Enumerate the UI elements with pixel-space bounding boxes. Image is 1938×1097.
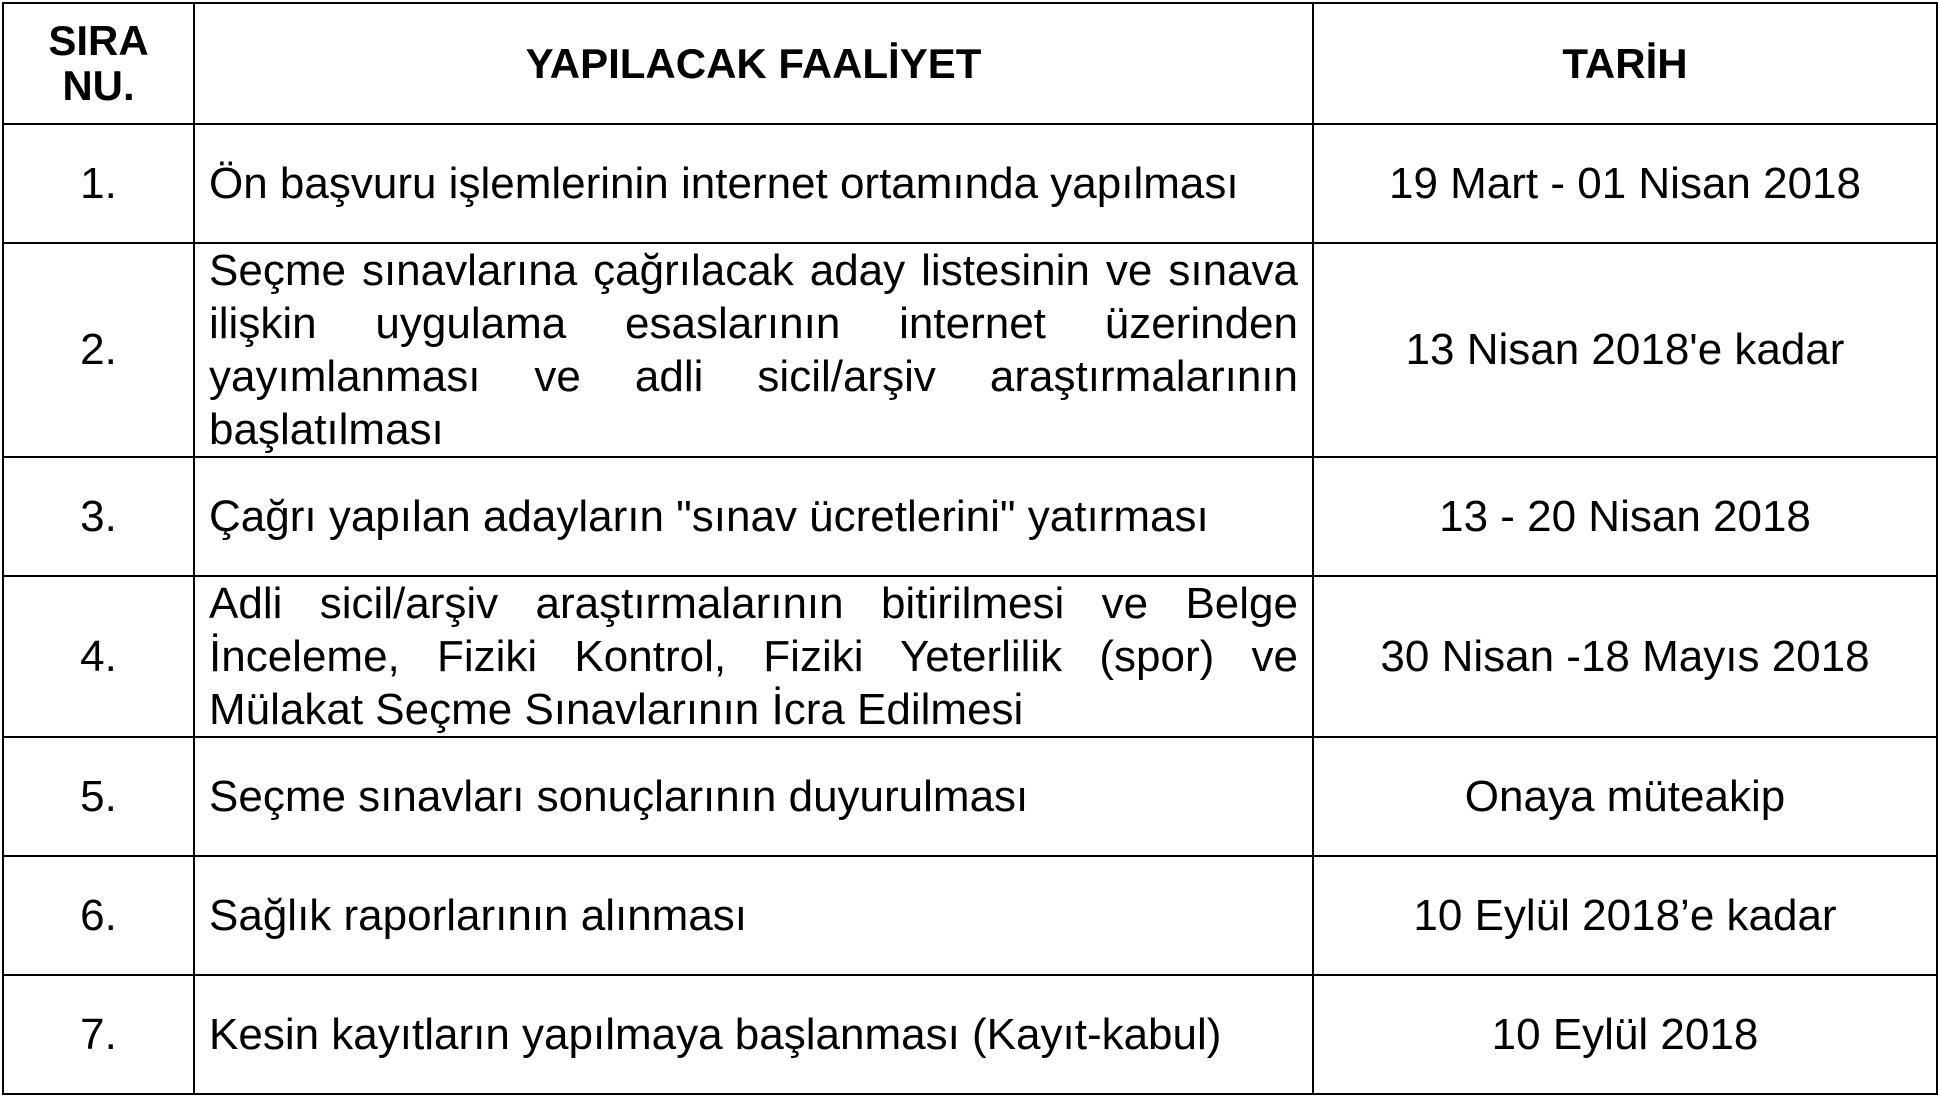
header-activity: YAPILACAK FAALİYET: [194, 3, 1313, 124]
row-date: Onaya müteakip: [1313, 737, 1937, 856]
row-date: 10 Eylül 2018: [1313, 975, 1937, 1094]
row-number: 7.: [3, 975, 194, 1094]
table-header-row: [3, 3, 1937, 124]
row-number: 2.: [3, 243, 194, 457]
row-number: 1.: [3, 124, 194, 243]
row-activity: Seçme sınavları sonuçlarının duyurulması: [194, 737, 1313, 856]
row-number: 4.: [3, 576, 194, 737]
row-date: 13 - 20 Nisan 2018: [1313, 457, 1937, 576]
row-date: 10 Eylül 2018’e kadar: [1313, 856, 1937, 975]
row-number: 3.: [3, 457, 194, 576]
row-activity: Çağrı yapılan adayların "sınav ücretlerini" yatırması: [194, 457, 1313, 576]
row-activity: Sağlık raporlarının alınması: [194, 856, 1313, 975]
table-row: [3, 243, 1937, 457]
row-date: 30 Nisan -18 Mayıs 2018: [1313, 576, 1937, 737]
table-row: [3, 856, 1937, 975]
schedule-table: [2, 2, 1938, 1095]
row-activity: Seçme sınavlarına çağrılacak aday listesinin ve sınava ilişkin uygulama esaslarının internet üzerinden yayımlanması ve adli sicil/arşiv araştırmalarının başlatılması: [194, 243, 1313, 457]
table-row: [3, 975, 1937, 1094]
row-activity: Adli sicil/arşiv araştırmalarının bitirilmesi ve Belge İnceleme, Fiziki Kontrol, Fiziki Yeterlilik (spor) ve Mülakat Seçme Sınavlarının İcra Edilmesi: [194, 576, 1313, 737]
header-date: TARİH: [1313, 3, 1937, 124]
table-row: [3, 457, 1937, 576]
row-number: 6.: [3, 856, 194, 975]
header-sira-nu: [3, 3, 194, 124]
row-number: 5.: [3, 737, 194, 856]
row-date: 13 Nisan 2018'e kadar: [1313, 243, 1937, 457]
row-date: 19 Mart - 01 Nisan 2018: [1313, 124, 1937, 243]
header-sira-line2: NU.: [62, 61, 135, 109]
row-activity: Kesin kayıtların yapılmaya başlanması (Kayıt-kabul): [194, 975, 1313, 1094]
header-sira-line1: SIRA: [48, 17, 149, 65]
table-row: [3, 576, 1937, 737]
table-row: [3, 737, 1937, 856]
row-activity: Ön başvuru işlemlerinin internet ortamında yapılması: [194, 124, 1313, 243]
table-row: [3, 124, 1937, 243]
